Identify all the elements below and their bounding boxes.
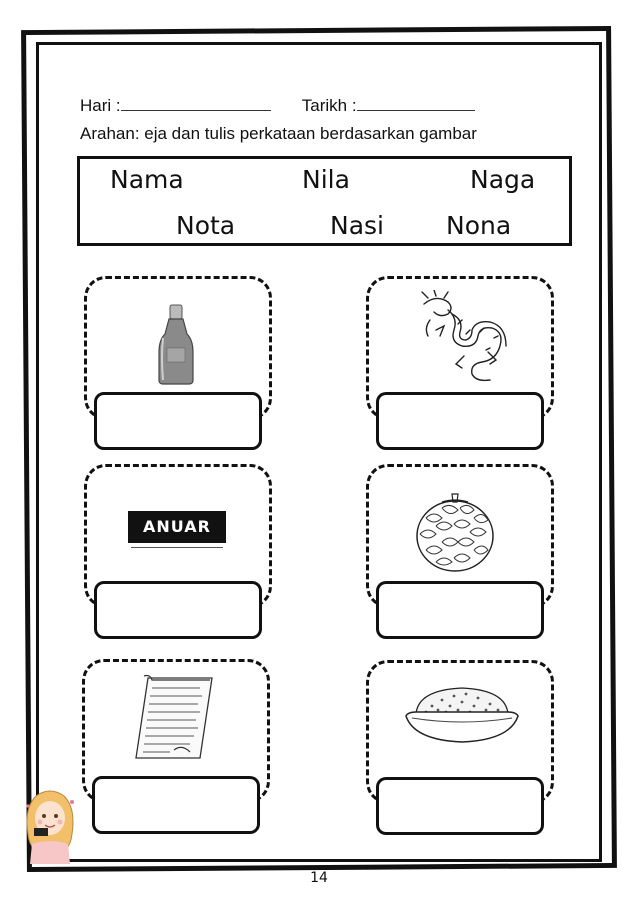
name-tag-icon: ANUAR — [128, 511, 226, 543]
name-tag-underline — [131, 547, 223, 548]
hari-blank[interactable] — [121, 96, 271, 111]
answer-box-6[interactable] — [376, 777, 544, 835]
tarikh-blank[interactable] — [357, 96, 475, 111]
word-naga: Naga — [470, 165, 536, 194]
hari-label: Hari : — [80, 96, 121, 115]
instruction: Arahan: eja dan tulis perkataan berdasarkan gambar — [80, 124, 477, 143]
word-nama: Nama — [110, 165, 184, 194]
custard-apple-icon — [414, 492, 496, 574]
rice-bowl-icon — [402, 682, 522, 752]
word-nona: Nona — [446, 211, 512, 240]
dragon-icon — [414, 290, 510, 386]
answer-box-3[interactable] — [94, 581, 262, 639]
tarikh-label: Tarikh : — [301, 96, 357, 115]
page-number: 14 — [310, 870, 328, 886]
answer-box-5[interactable] — [92, 776, 260, 834]
word-nasi: Nasi — [330, 211, 384, 240]
answer-box-1[interactable] — [94, 392, 262, 450]
word-bank — [77, 156, 572, 246]
word-nota: Nota — [176, 211, 236, 240]
header-date-row — [80, 96, 475, 116]
word-nila: Nila — [302, 165, 350, 194]
note-paper-icon — [130, 674, 216, 762]
girl-character-icon — [22, 788, 78, 864]
perfume-bottle-icon — [155, 302, 197, 386]
answer-box-2[interactable] — [376, 392, 544, 450]
answer-box-4[interactable] — [376, 581, 544, 639]
